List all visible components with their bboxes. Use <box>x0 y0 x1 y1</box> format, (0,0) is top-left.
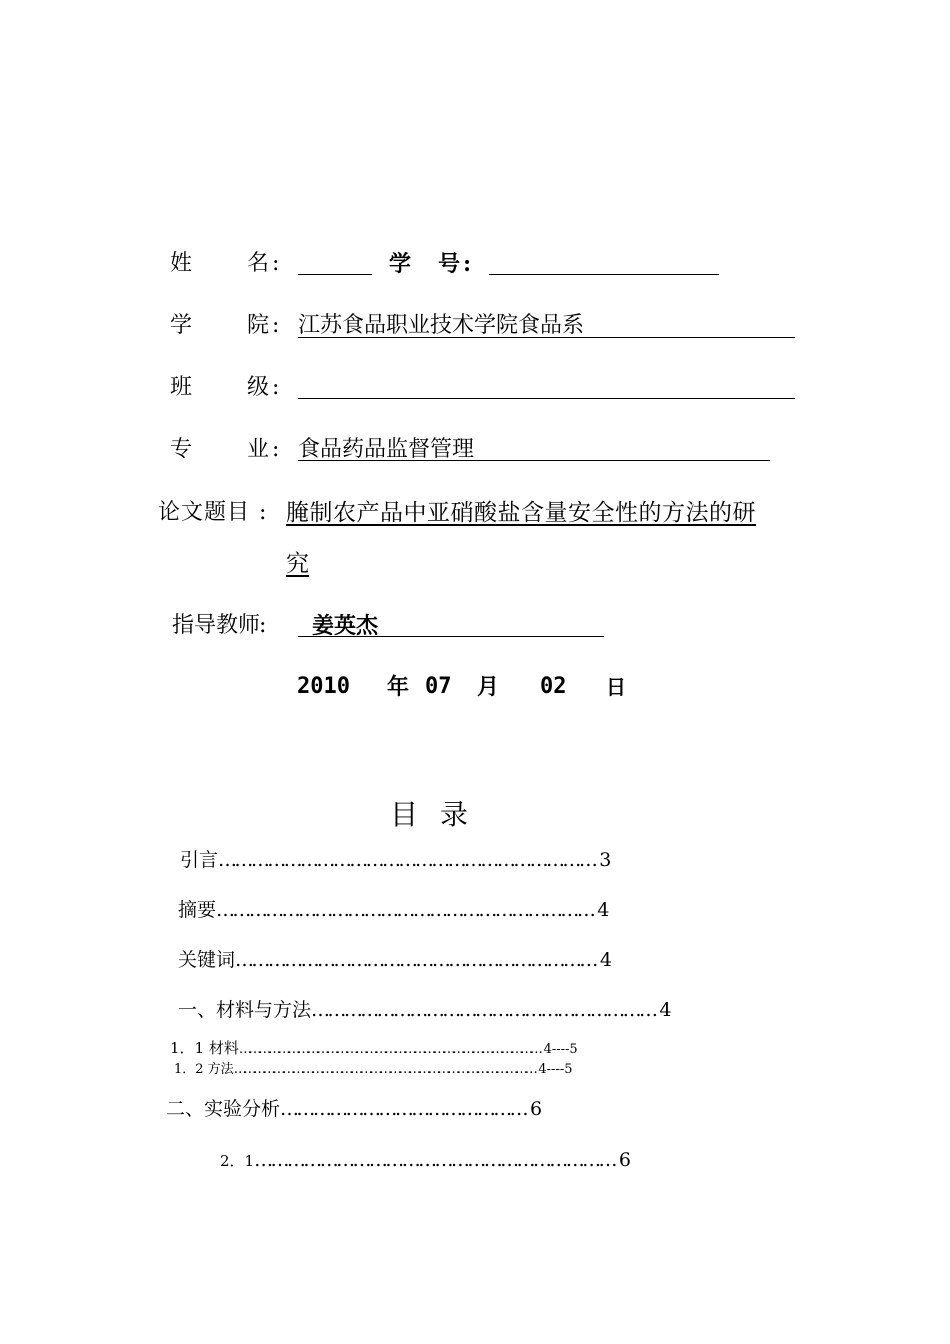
toc-entry-text: 摘要 <box>178 899 217 921</box>
name-underline <box>298 274 372 275</box>
toc-entry-page: 3 <box>599 849 612 871</box>
toc-entry-text: 一、材料与方法 <box>178 999 312 1021</box>
major-label-char1: 专 <box>170 437 193 462</box>
toc-entry-dots: ………………………………………………………………………………… <box>238 1042 540 1057</box>
toc-entry-page: 4 <box>597 899 610 921</box>
thesis-colon: : <box>259 500 267 525</box>
toc-entry-page: 4----5 <box>543 1042 578 1057</box>
toc-entry-page: 4 <box>599 949 612 971</box>
major-underline <box>298 460 770 461</box>
student-id-colon: : <box>463 251 472 277</box>
advisor-underline <box>298 636 604 637</box>
toc-entry-dots: ………………………………………………………… <box>235 949 596 971</box>
college-label-char1: 学 <box>170 313 193 338</box>
toc-entry-dots: …………………………………………………………… <box>218 849 596 871</box>
toc-entry-dots: …………………………………………………………… <box>216 899 594 921</box>
major-label-char2: 业 <box>247 437 270 462</box>
toc-entry <box>180 847 611 873</box>
date-month-unit: 月 <box>477 674 500 700</box>
class-colon: : <box>272 375 280 400</box>
toc-entry-text: 1．2 方法 <box>174 1062 234 1077</box>
date-year: 2010 <box>297 674 350 699</box>
class-underline <box>298 398 795 399</box>
toc-entry-dots: ………………………………………………………………………………… <box>233 1062 535 1077</box>
date-day: 02 <box>540 674 567 699</box>
toc-entry <box>178 997 672 1023</box>
class-label-char2: 级 <box>247 375 270 400</box>
toc-entry-text: 二、实验分析 <box>166 1098 281 1120</box>
toc-entry-dots: ………………………………………………………… <box>254 1149 615 1171</box>
toc-entry <box>166 1096 542 1122</box>
date-year-unit: 年 <box>387 674 410 700</box>
name-colon: : <box>272 251 280 276</box>
college-colon: : <box>272 313 280 338</box>
class-label-char1: 班 <box>170 375 193 400</box>
toc-entry-page: 4 <box>659 999 672 1021</box>
student-id-label-char1: 学 <box>389 251 412 277</box>
advisor-value: 姜英杰 <box>312 613 379 639</box>
date-day-unit: 日 <box>606 675 626 699</box>
major-colon: : <box>272 437 280 462</box>
toc-entry-page: 4----5 <box>538 1062 573 1077</box>
toc-entry-page: 6 <box>530 1098 543 1120</box>
toc-entry-text: 引言 <box>180 849 219 871</box>
college-value: 江苏食品职业技术学院食品系 <box>298 313 585 338</box>
name-label-char2: 名 <box>247 251 270 276</box>
advisor-label: 指导教师 <box>172 613 261 638</box>
advisor-colon: : <box>259 613 267 638</box>
toc-entry-text: 2．1 <box>220 1152 255 1170</box>
toc-title: 目录 <box>390 798 491 831</box>
toc-entry-page: 6 <box>618 1149 631 1171</box>
toc-entry <box>174 1061 573 1079</box>
major-value: 食品药品监督管理 <box>298 437 475 462</box>
toc-entry-dots: ……………………………………… <box>280 1098 527 1120</box>
toc-entry-text: 关键词 <box>178 949 236 971</box>
toc-entry <box>170 1039 578 1059</box>
thesis-label: 论文题目 <box>158 500 251 525</box>
student-id-underline <box>489 274 719 275</box>
toc-entry-dots: ……………………………………………………… <box>311 999 656 1021</box>
thesis-title-line2: 究 <box>286 551 309 577</box>
date-month: 07 <box>425 674 452 699</box>
thesis-title-line1: 腌制农产品中亚硝酸盐含量安全性的方法的研 <box>286 500 756 526</box>
college-label-char2: 院 <box>247 313 270 338</box>
toc-entry <box>178 897 609 923</box>
student-id-label-char2: 号 <box>438 251 461 277</box>
name-label-char1: 姓 <box>170 251 193 276</box>
toc-entry <box>178 947 612 973</box>
toc-entry <box>220 1147 631 1174</box>
college-underline <box>298 337 795 338</box>
toc-entry-text: 1．1 材料 <box>170 1039 239 1057</box>
